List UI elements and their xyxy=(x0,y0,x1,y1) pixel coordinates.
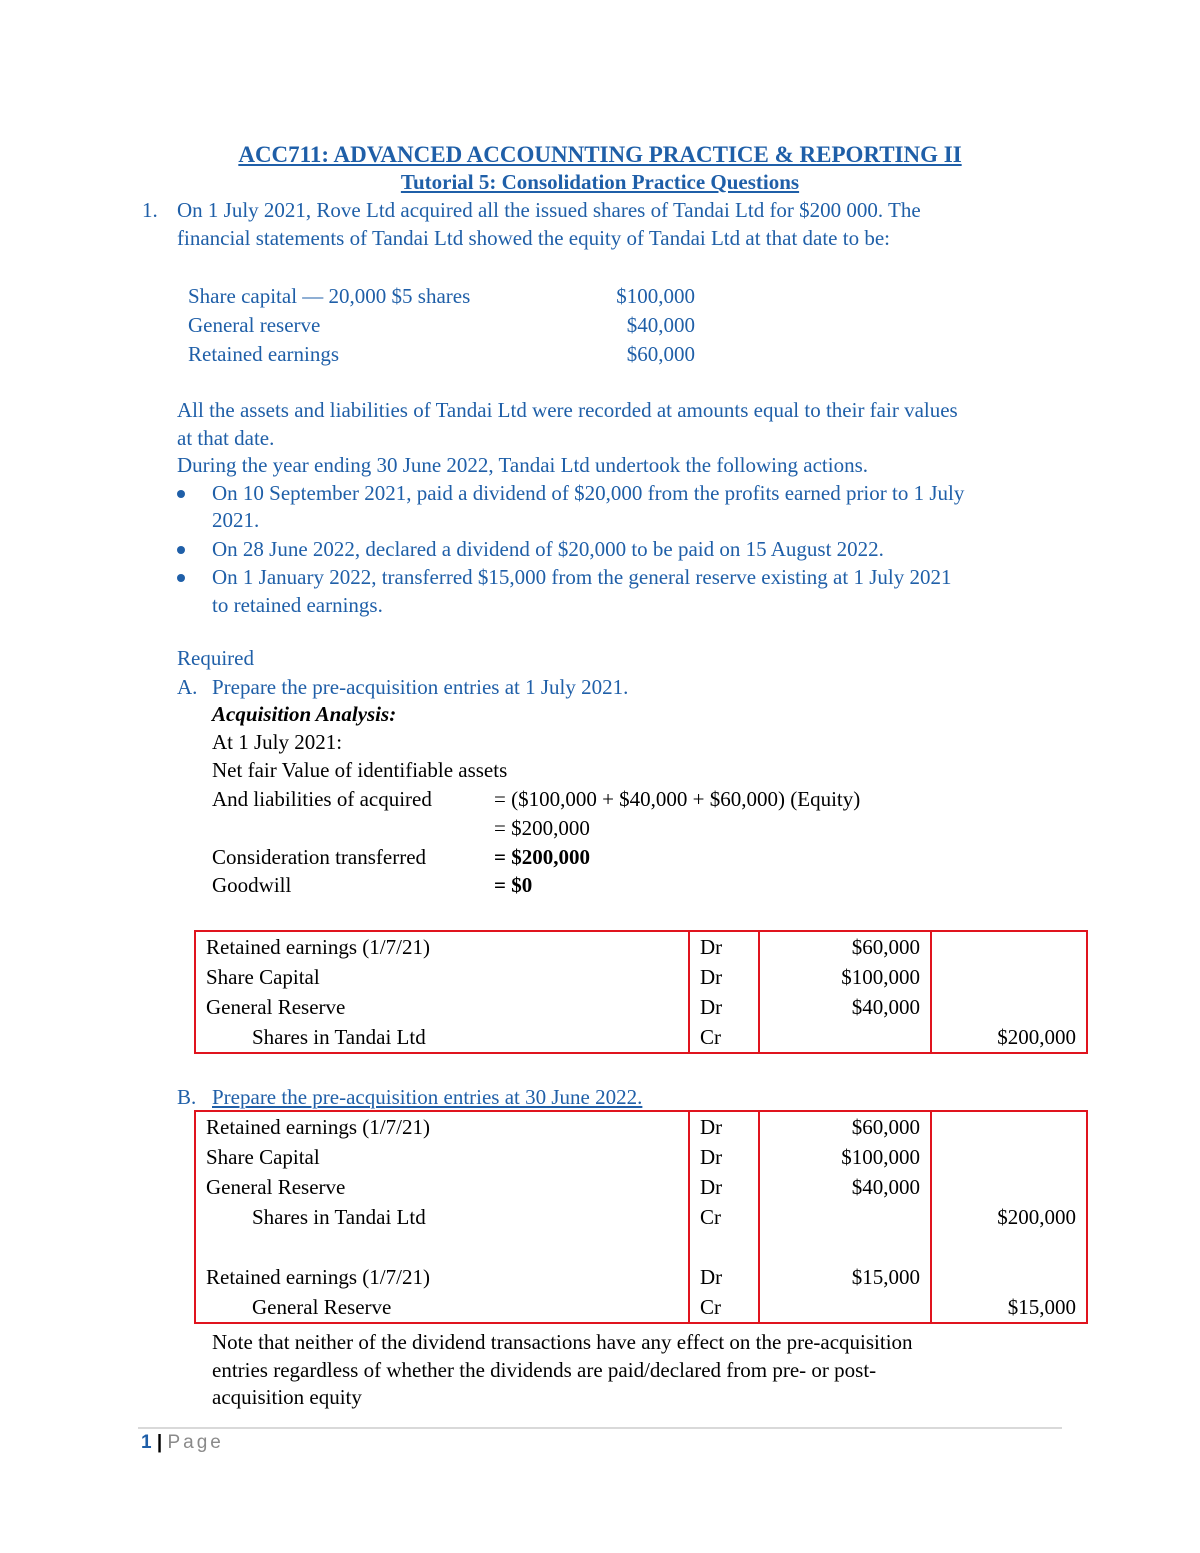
table-row xyxy=(195,931,1087,962)
bullet-text: On 10 September 2021, paid a dividend of $20,000 from the profits earned prior to 1 July xyxy=(212,481,965,505)
bullet-icon xyxy=(177,546,185,554)
account-cell: Retained earnings (1/7/21) xyxy=(195,931,689,962)
debit-cell xyxy=(759,1202,931,1232)
account-cell: General Reserve xyxy=(195,1292,689,1323)
drcr-cell: Dr xyxy=(689,931,759,962)
drcr-cell: Dr xyxy=(689,1262,759,1292)
page-number: 1 xyxy=(141,1432,152,1453)
equity-label: Retained earnings xyxy=(188,342,340,366)
part-b-letter: B. xyxy=(177,1085,197,1109)
drcr-cell: Cr xyxy=(689,1022,759,1053)
analysis-label: And liabilities of acquired xyxy=(212,787,432,811)
analysis-label: Consideration transferred xyxy=(212,845,427,869)
required-heading: Required xyxy=(177,646,254,670)
footer-divider xyxy=(138,1427,1062,1429)
analysis-label: Net fair Value of identifiable assets xyxy=(212,758,508,782)
account-cell: Shares in Tandai Ltd xyxy=(195,1202,689,1232)
table-row xyxy=(195,1022,1087,1053)
bullet-text: On 1 January 2022, transferred $15,000 from the general reserve existing at 1 July 2021 xyxy=(212,565,952,589)
table-row xyxy=(195,1292,1087,1323)
fair-value-line-2: at that date. xyxy=(177,426,275,450)
bullet-icon xyxy=(177,574,185,582)
table-row xyxy=(195,1202,1087,1232)
part-b-text: Prepare the pre-acquisition entries at 30 June 2022. xyxy=(212,1085,643,1109)
account-cell: Retained earnings (1/7/21) xyxy=(195,1111,689,1142)
drcr-cell: Dr xyxy=(689,962,759,992)
analysis-date: At 1 July 2021: xyxy=(212,730,343,754)
account-cell xyxy=(195,1232,689,1262)
account-cell: Shares in Tandai Ltd xyxy=(195,1022,689,1053)
account-cell: Share Capital xyxy=(195,1142,689,1172)
credit-cell xyxy=(931,1172,1087,1202)
equity-value: $100,000 xyxy=(616,284,695,308)
equity-value: $60,000 xyxy=(626,342,695,366)
equity-label: General reserve xyxy=(188,313,321,337)
bullet-text: On 28 June 2022, declared a dividend of $20,000 to be paid on 15 August 2022. xyxy=(212,537,884,561)
credit-cell xyxy=(931,962,1087,992)
footer-separator: | xyxy=(156,1432,163,1453)
journal-table-a xyxy=(194,930,1088,1054)
credit-cell xyxy=(931,931,1087,962)
debit-cell xyxy=(759,1022,931,1053)
analysis-value: = $200,000 xyxy=(494,845,590,869)
table-row xyxy=(195,992,1087,1022)
drcr-cell: Cr xyxy=(689,1202,759,1232)
credit-cell xyxy=(931,1142,1087,1172)
drcr-cell xyxy=(689,1232,759,1262)
document-subtitle: Tutorial 5: Consolidation Practice Questions xyxy=(400,170,800,194)
account-cell: General Reserve xyxy=(195,992,689,1022)
account-cell: General Reserve xyxy=(195,1172,689,1202)
debit-cell: $100,000 xyxy=(759,1142,931,1172)
question-number: 1. xyxy=(142,198,158,222)
drcr-cell: Dr xyxy=(689,992,759,1022)
table-row xyxy=(195,1262,1087,1292)
part-a-letter: A. xyxy=(177,675,198,699)
credit-cell: $200,000 xyxy=(931,1022,1087,1053)
bullet-text-continued: to retained earnings. xyxy=(212,593,383,617)
drcr-cell: Dr xyxy=(689,1172,759,1202)
table-row xyxy=(195,1172,1087,1202)
debit-cell: $15,000 xyxy=(759,1262,931,1292)
debit-cell: $40,000 xyxy=(759,1172,931,1202)
journal-table-b xyxy=(194,1110,1088,1324)
table-row xyxy=(195,1142,1087,1172)
drcr-cell: Cr xyxy=(689,1292,759,1323)
note-line-3: acquisition equity xyxy=(212,1385,362,1409)
account-cell: Share Capital xyxy=(195,962,689,992)
credit-cell xyxy=(931,992,1087,1022)
bullet-icon xyxy=(177,490,185,498)
note-line-2: entries regardless of whether the dividends are paid/declared from pre- or post- xyxy=(212,1358,877,1382)
analysis-label: Goodwill xyxy=(212,873,292,897)
analysis-heading: Acquisition Analysis: xyxy=(212,702,397,726)
bullet-text-continued: 2021. xyxy=(212,508,260,532)
analysis-value: = $0 xyxy=(494,873,533,897)
page-footer xyxy=(141,1432,224,1454)
credit-cell xyxy=(931,1111,1087,1142)
table-row-spacer xyxy=(195,1232,1087,1262)
debit-cell: $60,000 xyxy=(759,931,931,962)
page-label: Page xyxy=(167,1432,224,1453)
document-title: ACC711: ADVANCED ACCOUNNTING PRACTICE & REPORTING II xyxy=(238,142,962,167)
during-line: During the year ending 30 June 2022, Tandai Ltd undertook the following actions. xyxy=(177,453,869,477)
equity-value: $40,000 xyxy=(626,313,695,337)
credit-cell xyxy=(931,1262,1087,1292)
debit-cell: $60,000 xyxy=(759,1111,931,1142)
debit-cell: $40,000 xyxy=(759,992,931,1022)
fair-value-line-1: All the assets and liabilities of Tandai Ltd were recorded at amounts equal to their fair values xyxy=(177,398,958,422)
table-row xyxy=(195,962,1087,992)
credit-cell xyxy=(931,1232,1087,1262)
drcr-cell: Dr xyxy=(689,1142,759,1172)
part-a-text: Prepare the pre-acquisition entries at 1 July 2021. xyxy=(212,675,629,699)
analysis-value: = ($100,000 + $40,000 + $60,000) (Equity) xyxy=(494,787,861,811)
table-row xyxy=(195,1111,1087,1142)
credit-cell: $200,000 xyxy=(931,1202,1087,1232)
debit-cell xyxy=(759,1292,931,1323)
debit-cell xyxy=(759,1232,931,1262)
debit-cell: $100,000 xyxy=(759,962,931,992)
analysis-value: = $200,000 xyxy=(494,816,590,840)
equity-label: Share capital — 20,000 $5 shares xyxy=(188,284,471,308)
account-cell: Retained earnings (1/7/21) xyxy=(195,1262,689,1292)
note-line-1: Note that neither of the dividend transactions have any effect on the pre-acquisition xyxy=(212,1330,913,1354)
intro-line-2: financial statements of Tandai Ltd showed the equity of Tandai Ltd at that date to be: xyxy=(177,226,890,250)
intro-line-1: On 1 July 2021, Rove Ltd acquired all the issued shares of Tandai Ltd for $200 000. The xyxy=(177,198,921,222)
credit-cell: $15,000 xyxy=(931,1292,1087,1323)
drcr-cell: Dr xyxy=(689,1111,759,1142)
